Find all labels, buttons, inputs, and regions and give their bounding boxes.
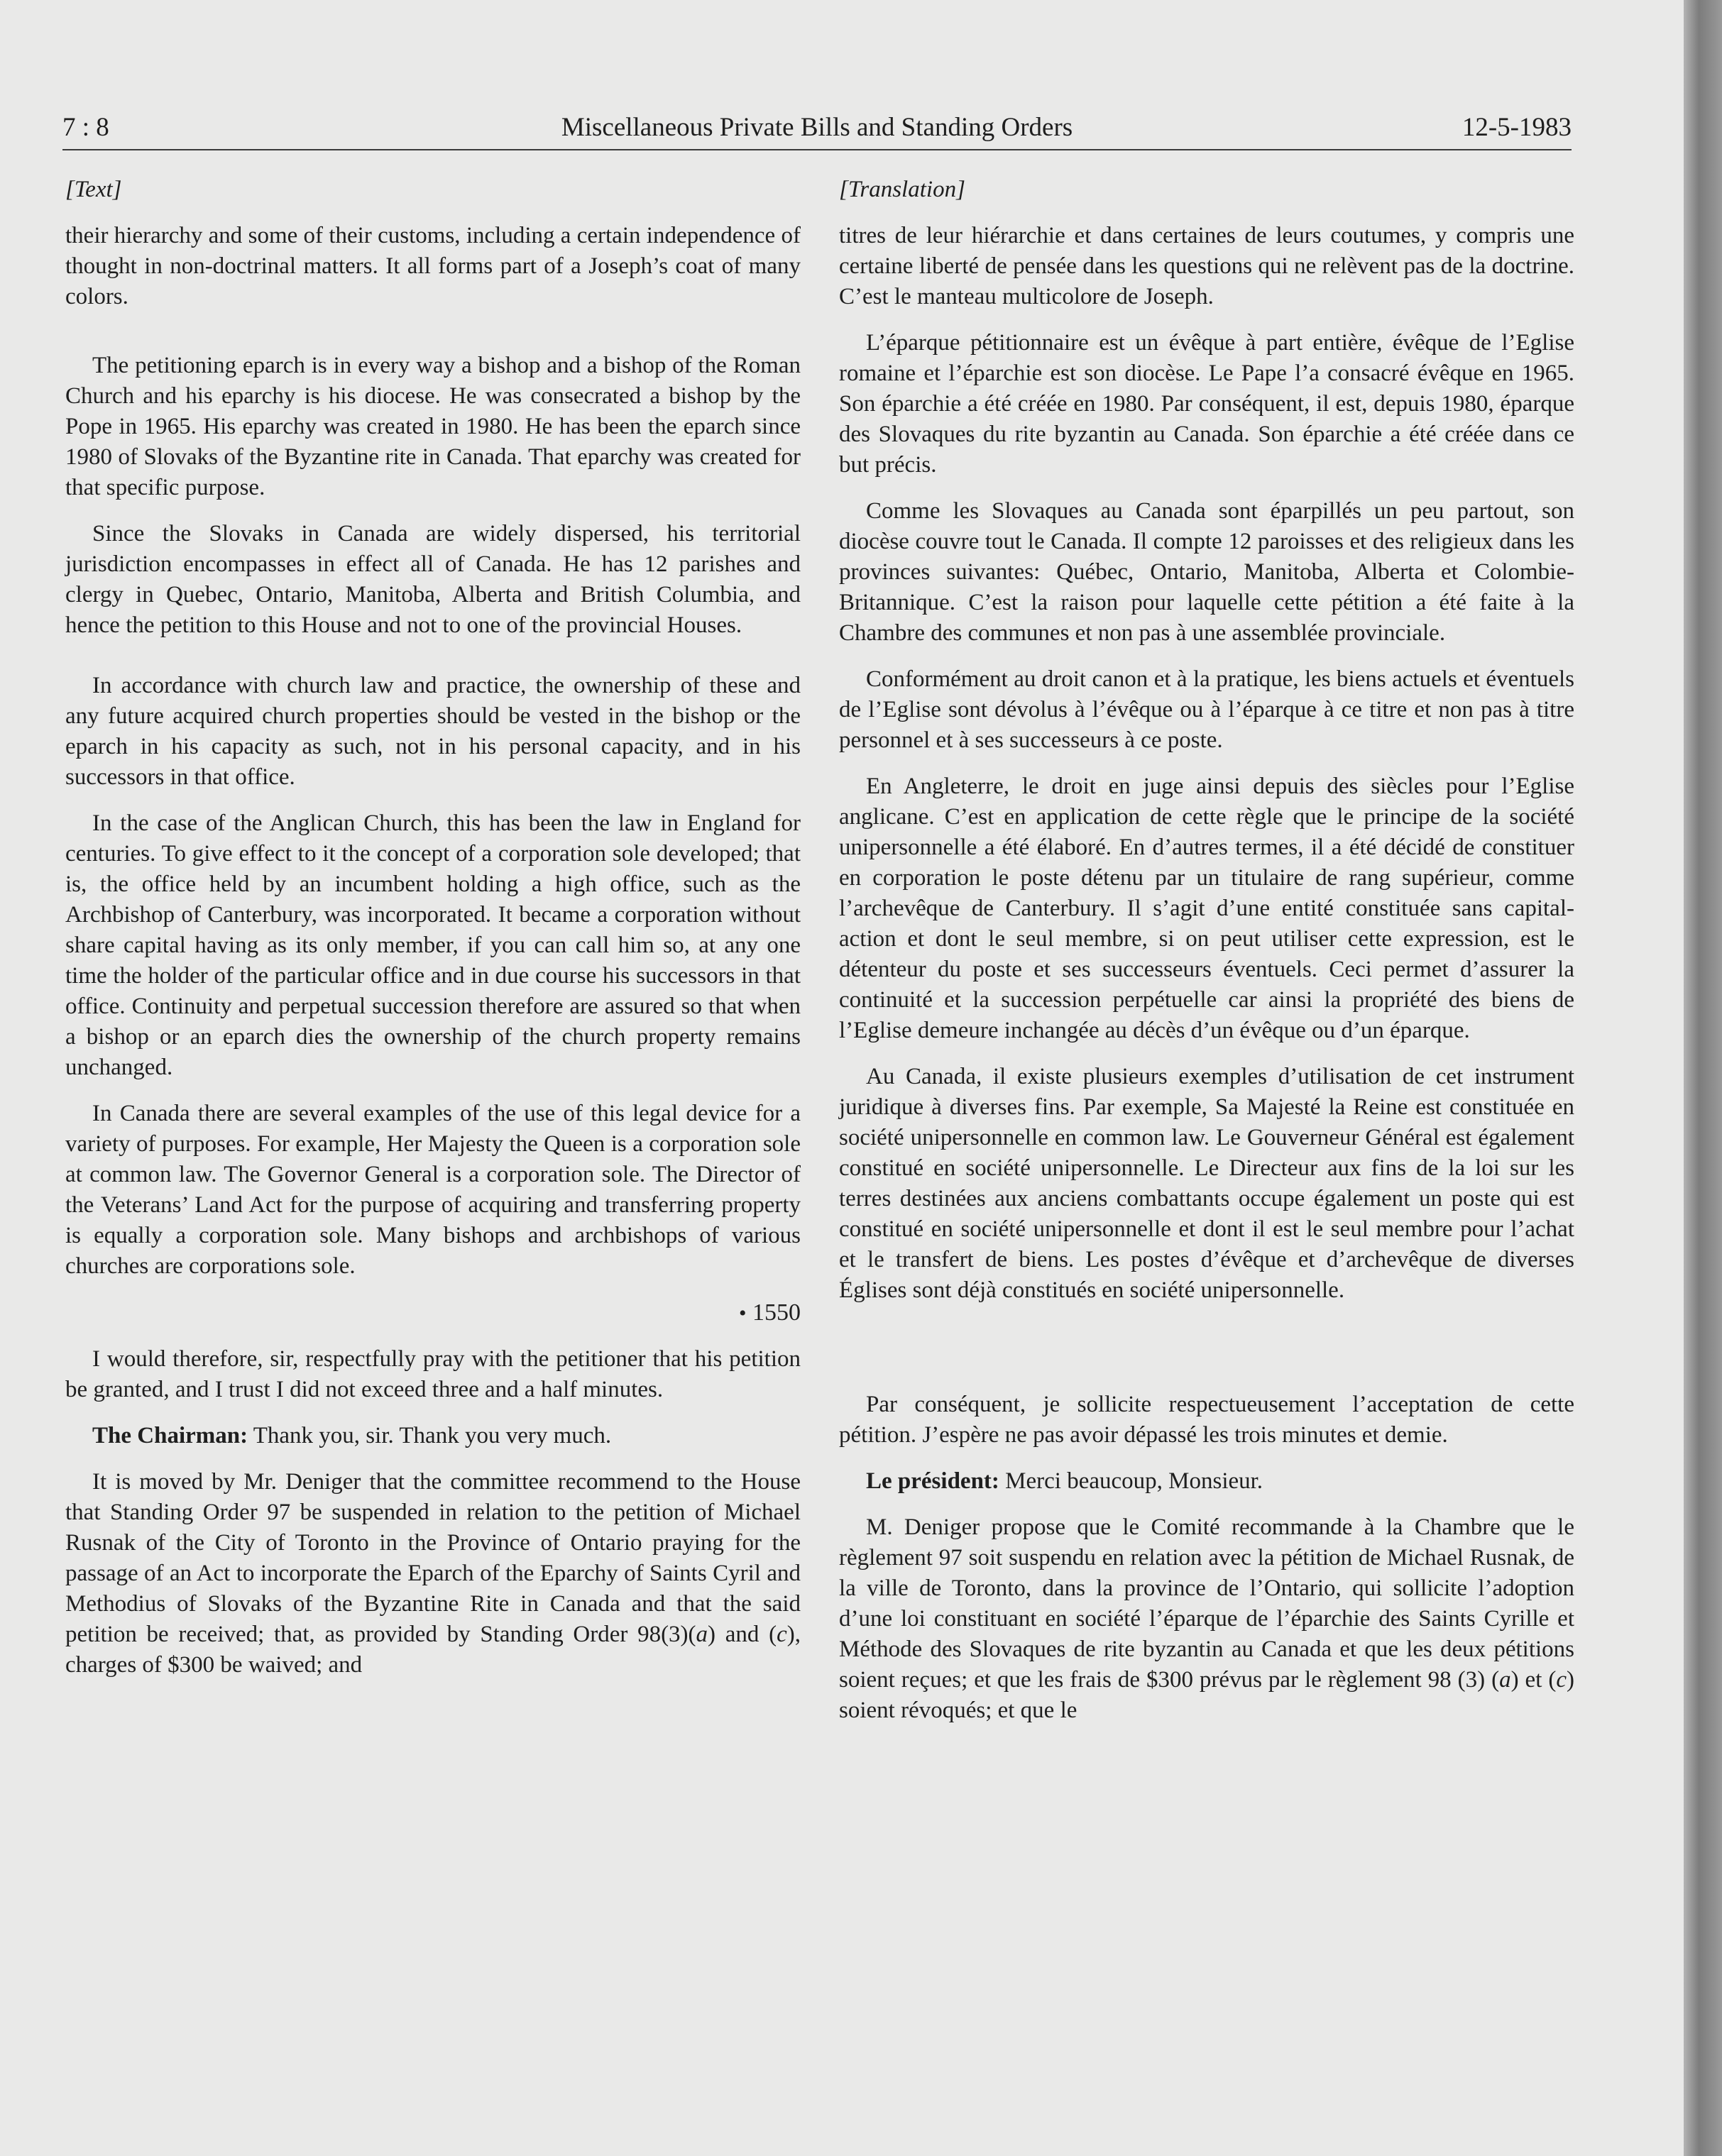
english-paragraph-4: In accordance with church law and practice, the ownership of these and any future acquired church properties should be vested in the bishop or the eparch in his capacity as such, not in his personal capacity, and in his successors in that office. <box>65 673 801 790</box>
french-motion-text-1: M. Deniger propose que le Comité recommande à la Chambre que le règlement 97 soit suspendu en relation avec la pétition de Michael Rusnak, de la ville de Toronto, dans la province de l’Ontario, qui sollicite l’adoption d’une loi constituant en société l’éparque de l’éparchie des Saints Cyrille et Méthode des Slovaques de rite byzantin au Canada et que les deux pétitions soient reçues; et que les frais de $300 prévus par le règlement 98 (3) ( <box>839 1514 1574 1693</box>
page-number: 7 : 8 <box>62 113 109 142</box>
french-paragraph-2: L’éparque pétitionnaire est un évêque à part entière, évêque de l’Eglise romaine et l’éparchie est son diocèse. Le Pape l’a consacré évêque en 1965. Son éparchie a été créée en 1980. Par conséquent, il est, depuis 1980, éparque des Slovaques du rite byzantin au Canada. Son éparchie a été créée dans ce but précis. <box>839 330 1574 478</box>
french-motion-a: a <box>1499 1667 1511 1693</box>
french-motion-text-3: ) soient révoqués; et que le <box>839 1667 1574 1723</box>
english-paragraph-2: The petitioning eparch is in every way a bishop and a bishop of the Roman Church and his eparchy is his diocese. He was consecrated a bishop by the Pope in 1965. His eparchy was created in 1980. He has been the eparch since 1980 of Slovaks of the Byzantine rite in Canada. That eparchy was created for that specific purpose. <box>65 353 801 500</box>
text-label-word: Text <box>74 177 113 202</box>
french-motion-text-2: ) et ( <box>1510 1667 1557 1693</box>
french-paragraph-1: titres de leur hiérarchie et dans certaines de leurs coutumes, y compris une certaine liberté de pensée dans les questions qui ne relèvent pas de la doctrine. C’est le manteau multicolore de Joseph. <box>839 223 1574 309</box>
president-text: Merci beaucoup, Monsieur. <box>1005 1468 1263 1494</box>
english-motion-c: c <box>777 1622 787 1647</box>
chairman-remark <box>65 1421 801 1451</box>
french-paragraph-4: Conformément au droit canon et à la pratique, les biens actuels et éventuels de l’Eglise sont dévolus à l’évêque ou à l’éparque à ce titre et non pas à titre personnel et à ses successeurs à ce poste. <box>839 666 1574 753</box>
header-date: 12-5-1983 <box>1461 113 1572 142</box>
english-column <box>65 175 801 1696</box>
french-paragraph-3: Comme les Slovaques au Canada sont éparpillés un peu partout, son diocèse couvre tout le Canada. Il compte 12 paroisses et des religieux dans les provinces suivantes: Québec, Ontario, Manitoba, Alberta et Colombie-Britannique. C’est la raison pour laquelle cette pétition a été faite à la Chambre des communes et non pas à une assemblée provinciale. <box>839 498 1574 646</box>
english-motion-a: a <box>696 1622 708 1647</box>
chairman-text: Thank you, sir. Thank you very much. <box>253 1423 612 1448</box>
english-paragraph-6: In Canada there are several examples of the use of this legal device for a variety of purposes. For example, Her Majesty the Queen is a corporation sole at common law. The Governor General is a corporation sole. The Director of the Veterans’ Land Act for the purpose of acquiring and transferring property is equally a corporation sole. Many bishops and archbishops of various churches are corporations sole. <box>65 1101 801 1279</box>
french-paragraph-6: Au Canada, il existe plusieurs exemples d’utilisation de cet instrument juridique à diverses fins. Par exemple, Sa Majesté la Reine est constituée en société unipersonnelle en common law. Le Gouverneur Général est également constitué en société unipersonnelle. Le Directeur aux fins de la loi sur les terres destinées aux anciens combattants occupe également un poste qui est constitué en société unipersonnelle et dont il est le seul membre pour l’achat et le transfert de biens. Les postes d’évêque et d’archevêque de diverses Églises sont déjà constitués en société unipersonnelle. <box>839 1064 1574 1303</box>
time-marker <box>65 1297 801 1329</box>
page-header <box>62 110 1572 145</box>
french-motion-c: c <box>1556 1667 1567 1693</box>
time-marker-number: 1550 <box>752 1299 801 1326</box>
french-closing: Par conséquent, je sollicite respectueusement l’acceptation de cette pétition. J’espère ne pas avoir dépassé les trois minutes et demie. <box>839 1392 1574 1448</box>
english-closing: I would therefore, sir, respectfully pray with the petitioner that his petition be granted, and I trust I did not exceed three and a half minutes. <box>65 1346 801 1402</box>
english-motion <box>65 1467 801 1681</box>
english-paragraph-5: In the case of the Anglican Church, this has been the law in England for centuries. To give effect to it the concept of a corporation sole developed; that is, the office held by an incumbent holding a high office, such as the Archbishop of Canterbury, was incorporated. It became a corporation without share capital having as its only member, if you can call him so, at any one time the holder of the particular office and in due course his successors in that office. Continuity and perpetual succession therefore are assured so that when a bishop or an eparch dies the ownership of the church property remains unchanged. <box>65 810 801 1080</box>
english-motion-text-2: ) and ( <box>708 1622 777 1647</box>
translation-label: [Translation] <box>839 177 965 202</box>
page-edge <box>1684 0 1722 2156</box>
french-paragraph-5: En Angleterre, le droit en juge ainsi depuis des siècles pour l’Eglise anglicane. C’est en application de cette règle que le principe de la société unipersonnelle a été élaboré. En d’autres termes, il a été décidé de constituer en corporation le poste détenu par un titulaire de rang supérieur, comme l’archevêque de Canterbury. Il s’agit d’une entité constituée sans capital-action et dont le seul membre, si on peut utiliser cette expression, est le détenteur du poste et ses successeurs éventuels. Ceci permet d’assurer la continuité et la succession perpétuelle car ainsi la propriété des biens de l’Eglise demeure inchangée au décès d’un évêque ou d’un éparque. <box>839 774 1574 1043</box>
running-title: Miscellaneous Private Bills and Standing Orders <box>561 113 1073 142</box>
french-motion <box>839 1512 1574 1726</box>
president-speaker: Le président: <box>866 1468 999 1494</box>
english-motion-text-1: It is moved by Mr. Deniger that the committee recommend to the House that Standing Order 97 be suspended in relation to the petition of Michael Rusnak of the City of Toronto in the Province of Ontario praying for the passage of an Act to incorporate the Eparch of the Eparchy of Saints Cyril and Methodius of Slovaks of the Byzantine Rite in Canada and that the said petition be received; that, as provided by Standing Order 98(3)( <box>65 1469 801 1647</box>
english-paragraph-1: their hierarchy and some of their customs, including a certain independence of thought in non-doctrinal matters. It all forms part of a Joseph’s coat of many colors. <box>65 223 801 309</box>
english-paragraph-3: Since the Slovaks in Canada are widely dispersed, his territorial jurisdiction encompasses in effect all of Canada. He has 12 parishes and clergy in Quebec, Ontario, Manitoba, Alberta and British Columbia, and hence the petition to this House and not to one of the provincial Houses. <box>65 521 801 638</box>
french-column <box>839 175 1574 1742</box>
english-motion-text-3: ), charges of $300 be waived; and <box>65 1622 801 1678</box>
time-marker-bullet: • <box>738 1302 747 1325</box>
president-remark <box>839 1466 1574 1497</box>
text-label: [Text] <box>65 177 122 202</box>
header-rule <box>62 149 1572 150</box>
chairman-speaker: The Chairman: <box>92 1423 248 1448</box>
translation-label-word: Translation <box>848 177 957 202</box>
